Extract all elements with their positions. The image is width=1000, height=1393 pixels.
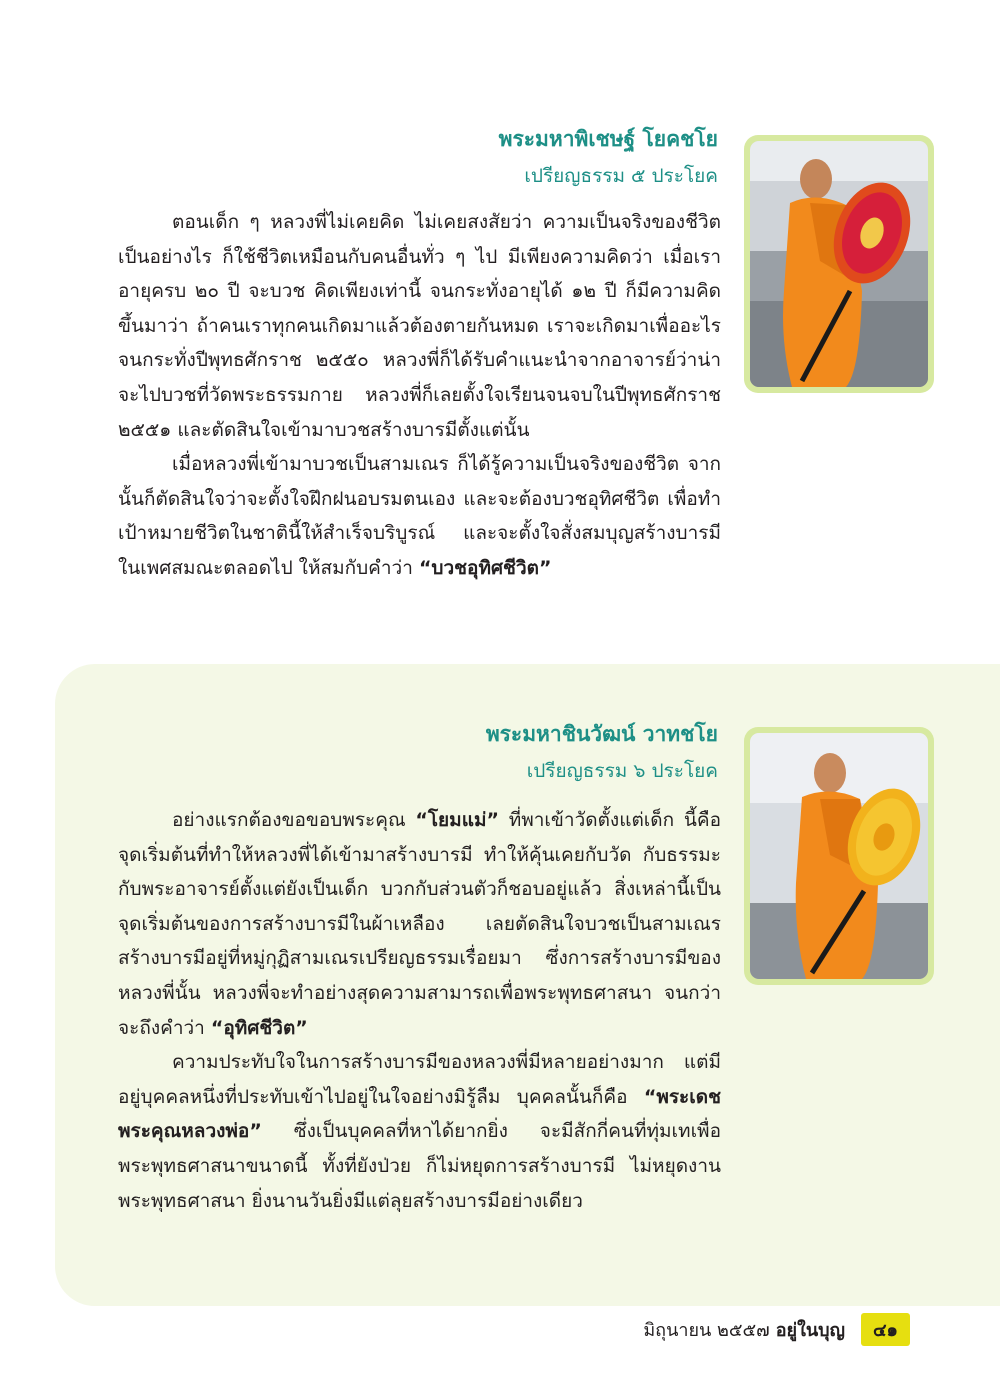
page-number-badge: ๔๑ [861,1313,910,1346]
page-footer [643,1313,910,1346]
monk1-photo [744,135,934,393]
monk1-paragraph-1: ตอนเด็ก ๆ หลวงพี่ไม่เคยคิด ไม่เคยสงสัยว่า ความเป็นจริงของชีวิตเป็นอย่างไร ก็ใช้ชีวิตเหมือนกับคนอื่นทั่ว ๆ ไป มีเพียงความคิดว่า เมื่อเราอายุครบ ๒๐ ปี จะบวช คิดเพียงเท่านี้ จนกระทั่งอายุได้ ๑๒ ปี ก็มีความคิดขึ้นมาว่า ถ้าคนเราทุกคนเกิดมาแล้วต้องตายกันหมด เราจะเกิดมาเพื่ออะไร จนกระทั่งปีพุทธศักราช ๒๕๕๐ หลวงพี่ก็ได้รับคำแนะนำจากอาจารย์ว่าน่าจะไปบวชที่วัดพระธรรมกาย หลวงพี่ก็เลยตั้งใจเรียนจนจบในปีพุทธศักราช ๒๕๕๑ และตัดสินใจเข้ามาบวชสร้างบารมีตั้งแต่นั้น [118,211,721,441]
footer-date: มิถุนายน ๒๕๕๗ [643,1320,770,1341]
monk2-paragraph-1: อย่างแรกต้องขอขอบพระคุณ “โยมแม่” ที่พาเข้าวัดตั้งแต่เด็ก นี้คือจุดเริ่มต้นที่ทำให้หลวงพี่ได้เข้ามาสร้างบารมี ทำให้คุ้นเคยกับวัด กับธรรมะ กับพระอาจารย์ตั้งแต่ยังเป็นเด็ก บวกกับส่วนตัวก็ชอบอยู่แล้ว สิ่งเหล่านี้เป็นจุดเริ่มต้นของการสร้างบารมีในผ้าเหลือง เลยตัดสินใจบวชเป็นสามเณรสร้างบารมีอยู่ที่หมู่กุฏิสามเณรเปรียญธรรมเรื่อยมา ซึ่งการสร้างบารมีของหลวงพี่นั้น หลวงพี่จะทำอย่างสุดความสามารถเพื่อพระพุทธศาสนา จนกว่าจะถึงคำว่า “อุทิศชีวิต” [118,809,721,1039]
monk2-title: เปรียญธรรม ๖ ประโยค [526,760,718,782]
monk2-emphasis-luangpor: “พระเดชพระคุณหลวงพ่อ” [118,1085,721,1143]
magazine-name: อยู่ในบุญ [775,1320,845,1341]
monk1-paragraph-2: เมื่อหลวงพี่เข้ามาบวชเป็นสามเณร ก็ได้รู้ความเป็นจริงของชีวิต จากนั้นก็ตัดสินใจว่าจะตั้งใจฝึกฝนอบรมตนเอง และจะต้องบวชอุทิศชีวิต เพื่อทำเป้าหมายชีวิตในชาตินี้ให้สำเร็จบริบูรณ์ และจะตั้งใจสั่งสมบุญสร้างบารมีในเพศสมณะตลอดไป ให้สมกับคำว่า “บวชอุทิศชีวิต” [118,453,721,579]
monk2-name: พระมหาชินวัฒน์ วาทชโย [485,722,718,746]
monk2-photo [744,727,934,985]
monk1-story [118,205,721,586]
monk1-emphasis: “บวชอุทิศชีวิต” [418,556,552,579]
monk2-emphasis-dedicate: “อุทิศชีวิต” [210,1016,308,1039]
monk2-emphasis-mother: “โยมแม่” [415,809,499,831]
monk2-paragraph-2: ความประทับใจในการสร้างบารมีของหลวงพี่มีหลายอย่างมาก แต่มีอยู่บุคคลหนึ่งที่ประทับเข้าไปอยู่ในใจอย่างมิรู้ลืม บุคคลนั้นก็คือ “พระเดชพระคุณหลวงพ่อ” ซึ่งเป็นบุคคลที่หาได้ยากยิ่ง จะมีสักกี่คนที่ทุ่มเทเพื่อพระพุทธศาสนาขนาดนี้ ทั้งที่ยังป่วย ก็ไม่หยุดการสร้างบารมี ไม่หยุดงานพระพุทธศาสนา ยิ่งนานวันยิ่งมีแต่ลุยสร้างบารมีอย่างเดียว [118,1051,721,1212]
monk1-name: พระมหาพิเชษฐ์ โยคชโย [498,127,718,151]
monk1-title: เปรียญธรรม ๕ ประโยค [524,165,718,187]
monk2-story [118,803,721,1218]
